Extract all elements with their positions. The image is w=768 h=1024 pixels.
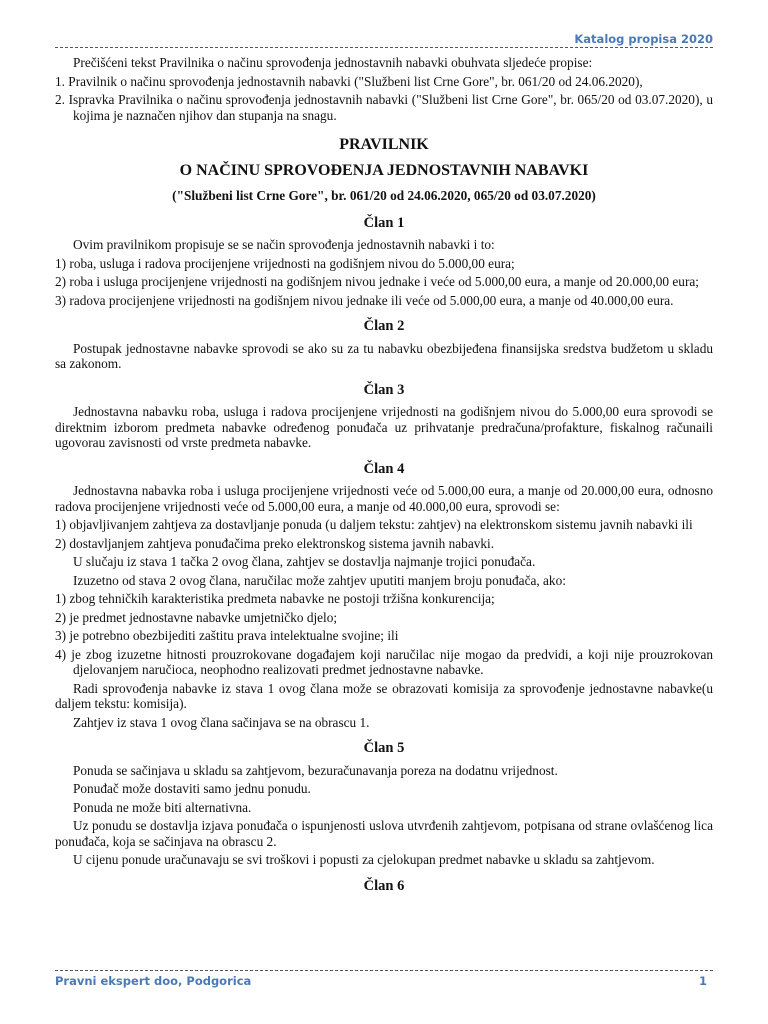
page-number: 1 — [698, 974, 707, 988]
list-item: 2) je predmet jednostavne nabavke umjetničko djelo; — [55, 609, 338, 625]
article-heading: Član 4 — [363, 460, 405, 477]
article-paragraph: Jednostavna nabavku roba, usluga i radova procijenjene vrijednosti na godišnjem nivou do 5.000,00 eura sprovodi se direktnim izborom predmeta nabavke određenog ponuđača uz prihvatanje predračuna/profakture, fiskalnog računaili ugovorau zavisnosti od vrste predmeta nabavke. — [55, 404, 713, 450]
article-paragraph: Postupak jednostavne nabavke sprovodi se ako su za tu nabavku obezbijeđena finansijska sredstva budžetom u skladu sa zakonom. — [55, 340, 713, 371]
article-heading: Član 1 — [363, 214, 405, 231]
article-paragraph: U cijenu ponude uračunavaju se svi troškovi i popusti za cjelokupan predmet nabavke u skladu sa zahtjevom. — [73, 852, 655, 867]
article-paragraph: Ponuda se sačinjava u skladu sa zahtjevom, bezuračunavanja poreza na dodatnu vrijednost. — [73, 762, 558, 778]
list-item: 1) roba, usluga i radova procijenjene vrijednosti na godišnjem nivou do 5.000,00 eura; — [55, 255, 515, 271]
catalog-title: Katalog propisa 2020 — [574, 32, 713, 46]
article-paragraph: U slučaju iz stava 1 tačka 2 ovog člana, zahtjev se dostavlja najmanje trojici ponuđača. — [73, 554, 536, 569]
list-item: 2) dostavljanjem zahtjeva ponuđačima preko elektronskog sistema javnih nabavki. — [55, 535, 495, 551]
intro-item: 2. Ispravka Pravilnika o načinu sprovođenja jednostavnih nabavki ("Službeni list Crne Gore", br. 065/20 od 03.07.2020), u kojima je naznačen njihov dan stupanja na snagu. — [55, 92, 713, 123]
article-heading: Član 2 — [363, 318, 405, 334]
intro-lead: Prečišćeni tekst Pravilnika o načinu sprovođenja jednostavnih nabavki obuhvata sljedeće propise: — [73, 55, 593, 70]
list-item: 4) je zbog izuzetne hitnosti prouzrokovane događajem koji naručilac nije mogao da predvidi, a koji nije prouzrokovan djelovanjem naručioca, neophodno realizovati predmet jednostavne nabavke. — [55, 646, 713, 677]
footer-company: Pravni ekspert doo, Podgorica — [55, 974, 252, 988]
intro-item: 1. Pravilnik o načinu sprovođenja jednostavnih nabavki ("Službeni list Crne Gore", br. 061/20 od 24.06.2020), — [55, 73, 643, 89]
article-heading: Član 3 — [363, 381, 405, 398]
article-paragraph: Radi sprovođenja nabavke iz stava 1 ovog člana može se obrazovati komisija za sprovođenje jednostavne nabavke(u daljem tekstu: komisija). — [55, 680, 713, 711]
article-paragraph: Ovim pravilnikom propisuje se se način sprovođenja jednostavnih nabavki i to: — [73, 237, 495, 252]
page-footer — [55, 974, 713, 988]
gazette-reference: ("Službeni list Crne Gore", br. 061/20 od 24.06.2020, 065/20 od 03.07.2020) — [172, 188, 596, 203]
article-heading: Član 6 — [363, 877, 405, 894]
document-body — [55, 55, 713, 900]
document-title: PRAVILNIK — [339, 136, 429, 153]
header-divider — [55, 47, 713, 48]
article-paragraph: Jednostavna nabavka roba i usluga procijenjene vrijednosti veće od 5.000,00 eura, a manje od 20.000,00 eura, odnosno radova procijenjene vrijednosti veće od 5.000,00 eura, a manje od 40.000,00 eura, sprovodi se: — [55, 483, 713, 514]
document-subtitle: O NAČINU SPROVOĐENJA JEDNOSTAVNIH NABAVKI — [179, 161, 589, 179]
article-paragraph: Zahtjev iz stava 1 ovog člana sačinjava se na obrascu 1. — [73, 714, 370, 730]
list-item: 2) roba i usluga procijenjene vrijednosti na godišnjem nivou jednake i veće od 5.000,00 eura, a manje od 20.000,00 eura; — [55, 274, 699, 289]
list-item: 3) je potrebno obezbijediti zaštitu prava intelektualne svojine; ili — [55, 628, 399, 643]
list-item: 1) zbog tehničkih karakteristika predmeta nabavke ne postoji tržišna konkurencija; — [55, 591, 495, 606]
article-paragraph: Uz ponudu se dostavlja izjava ponuđača o ispunjenosti uslova utvrđenih zahtjevom, potpisana od strane ovlašćenog lica ponuđača, koja se sačinjava na obrascu 2. — [55, 818, 713, 849]
page-header — [55, 30, 713, 48]
list-item: 3) radova procijenjene vrijednosti na godišnjem nivou jednake ili veće od 5.000,00 eura, a manje od 40.000,00 eura. — [55, 292, 674, 308]
article-paragraph: Ponuda ne može biti alternativna. — [73, 799, 252, 815]
article-paragraph: Izuzetno od stava 2 ovog člana, naručilac može zahtjev uputiti manjem broju ponuđača, ako: — [73, 572, 566, 588]
footer-divider — [55, 970, 713, 971]
list-item: 1) objavljivanjem zahtjeva za dostavljanje ponuda (u daljem tekstu: zahtjev) na elektronskom sistemu javnih nabavki ili — [55, 517, 693, 532]
article-paragraph: Ponuđač može dostaviti samo jednu ponudu. — [73, 781, 311, 796]
article-heading: Član 5 — [363, 740, 405, 756]
